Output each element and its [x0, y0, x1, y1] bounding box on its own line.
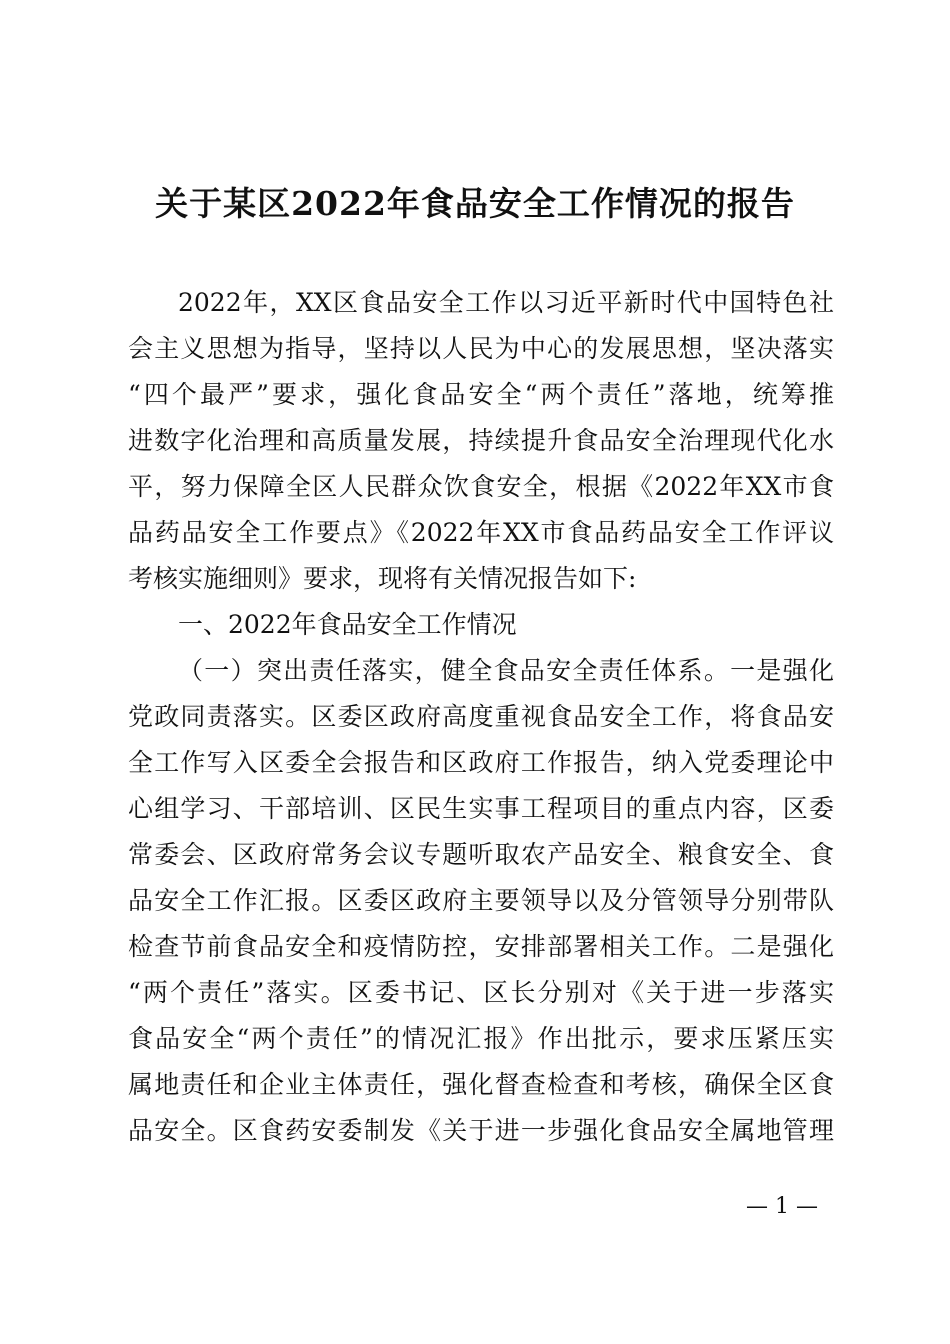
paragraph-line: 检查节前食品安全和疫情防控，安排部署相关工作。二是强化	[128, 932, 834, 961]
paragraph-line: 进数字化治理和高质量发展，持续提升食品安全治理现代化水	[128, 426, 834, 455]
paragraph-line: 常委会、区政府常务会议专题听取农产品安全、粮食安全、食	[128, 840, 834, 869]
paragraph-line: 2022年，XX区食品安全工作以习近平新时代中国特色社	[178, 288, 834, 317]
paragraph-line: “四个最严”要求，强化食品安全“两个责任”落地，统筹推	[128, 380, 834, 409]
paragraph-line: 品药品安全工作要点》《2022年XX市食品药品安全工作评议	[128, 518, 834, 547]
document-title: 关于某区2022年食品安全工作情况的报告	[155, 184, 795, 223]
paragraph-line: 属地责任和企业主体责任，强化督查检查和考核，确保全区食	[128, 1070, 834, 1099]
paragraph-line: 食品安全“两个责任”的情况汇报》作出批示，要求压紧压实	[128, 1024, 834, 1053]
paragraph-line: （一）突出责任落实，健全食品安全责任体系。一是强化	[178, 656, 834, 685]
document-body	[128, 280, 834, 1154]
paragraph-line: 会主义思想为指导，坚持以人民为中心的发展思想，坚决落实	[128, 334, 834, 363]
paragraph-line: 党政同责落实。区委区政府高度重视食品安全工作，将食品安	[128, 702, 834, 731]
page-number: — 1 —	[746, 1194, 818, 1219]
paragraph-line: 全工作写入区委全会报告和区政府工作报告，纳入党委理论中	[128, 748, 834, 777]
paragraph-line: 品安全工作汇报。区委区政府主要领导以及分管领导分别带队	[128, 886, 834, 915]
paragraph-line: 心组学习、干部培训、区民生实事工程项目的重点内容，区委	[128, 794, 834, 823]
paragraph-line: 品安全。区食药安委制发《关于进一步强化食品安全属地管理	[128, 1116, 834, 1145]
section-heading: 一、2022年食品安全工作情况	[178, 610, 517, 639]
paragraph-line: 平，努力保障全区人民群众饮食安全，根据《2022年XX市食	[128, 472, 834, 501]
paragraph-line: 考核实施细则》要求，现将有关情况报告如下:	[128, 564, 637, 593]
paragraph-line: “两个责任”落实。区委书记、区长分别对《关于进一步落实	[128, 978, 834, 1007]
